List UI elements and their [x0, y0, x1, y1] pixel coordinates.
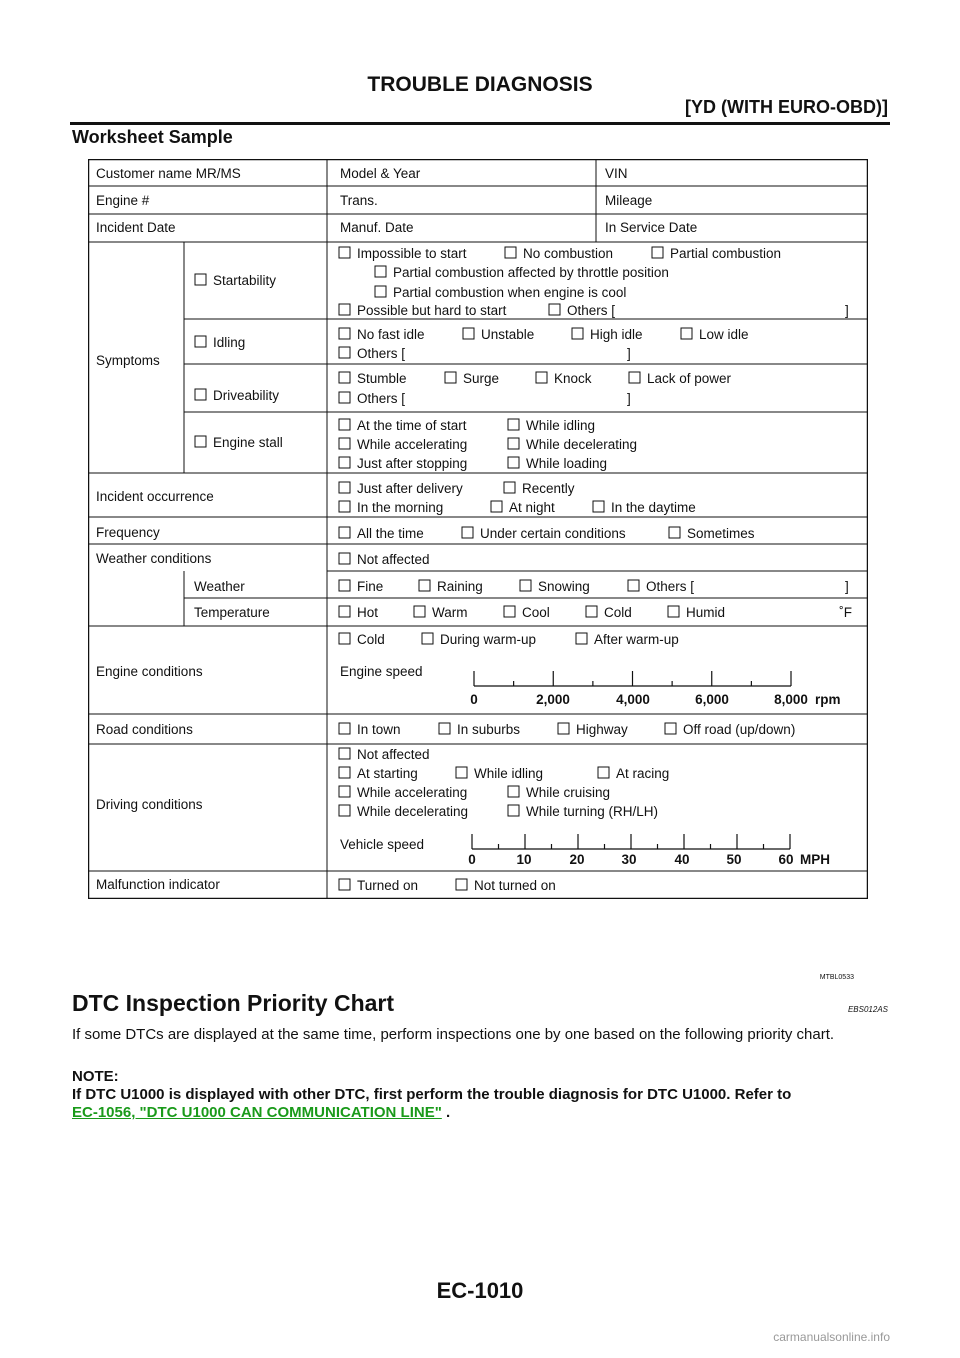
vehicle-speed-label: Vehicle speed: [340, 837, 425, 852]
section-subtitle: [YD (WITH EURO-OBD)]: [685, 97, 888, 117]
checkbox[interactable]: [628, 580, 639, 591]
option-label: While loading: [526, 456, 608, 471]
checkbox[interactable]: [339, 304, 350, 315]
option-label: While accelerating: [357, 785, 468, 800]
mph-tick-label: 0: [468, 852, 476, 867]
startability-checkbox[interactable]: [195, 274, 206, 285]
checkbox[interactable]: [668, 606, 679, 617]
checkbox[interactable]: [339, 501, 350, 512]
option-label: During warm-up: [440, 632, 537, 647]
option-label: Humid: [686, 605, 726, 620]
option-label: While decelerating: [357, 804, 469, 819]
option-label: Recently: [522, 481, 575, 496]
checkbox[interactable]: [339, 723, 350, 734]
checkbox[interactable]: [339, 606, 350, 617]
startability-label: Startability: [213, 273, 277, 288]
checkbox[interactable]: [508, 786, 519, 797]
checkbox[interactable]: [576, 633, 587, 644]
option-label: High idle: [590, 327, 643, 342]
option-label: At the time of start: [357, 418, 467, 433]
frequency-label: Frequency: [96, 525, 160, 540]
option-label: Under certain conditions: [480, 526, 626, 541]
mph-tick-label: 60: [778, 852, 794, 867]
option-label: Not affected: [357, 747, 430, 762]
engine-stall-checkbox[interactable]: [195, 436, 206, 447]
rpm-scale: [470, 671, 840, 707]
option-label: At racing: [616, 766, 670, 781]
checkbox[interactable]: [422, 633, 433, 644]
checkbox[interactable]: [339, 482, 350, 493]
checkbox[interactable]: [439, 723, 450, 734]
option-label: Low idle: [699, 327, 749, 342]
option-label: Turned on: [357, 878, 419, 893]
option-label: Cold: [357, 632, 385, 647]
checkbox[interactable]: [669, 527, 680, 538]
rpm-tick-label: 4,000: [616, 692, 650, 707]
option-label: After warm-up: [594, 632, 679, 647]
option-label: Highway: [576, 722, 628, 737]
mph-tick-label: 10: [516, 852, 532, 867]
header-rule: [70, 122, 890, 125]
option-label: Raining: [437, 579, 483, 594]
checkbox[interactable]: [508, 419, 519, 430]
mph-tick-label: 20: [569, 852, 585, 867]
note-label: NOTE:: [72, 1068, 119, 1085]
option-label: Not turned on: [474, 878, 556, 893]
symptoms-label: Symptoms: [96, 353, 160, 368]
checkbox[interactable]: [339, 580, 350, 591]
checkbox[interactable]: [414, 606, 425, 617]
option-label: Hot: [357, 605, 379, 620]
option-label: Others [: [357, 391, 406, 406]
checkbox[interactable]: [572, 328, 583, 339]
checkbox[interactable]: [339, 767, 350, 778]
option-label: Sometimes: [687, 526, 755, 541]
option-label: Stumble: [357, 371, 407, 386]
section-heading: DTC Inspection Priority Chart: [72, 990, 395, 1016]
rpm-tick-label: 0: [470, 692, 478, 707]
note-end: .: [441, 1104, 451, 1121]
option-label: Just after delivery: [357, 481, 463, 496]
customer-name-label: Customer name MR/MS: [96, 166, 241, 181]
worksheet-form: [88, 159, 868, 899]
option-label: While idling: [526, 418, 596, 433]
malfunction-indicator-label: Malfunction indicator: [96, 877, 220, 892]
option-label: Lack of power: [647, 371, 732, 386]
incident-occurrence-label: Incident occurrence: [96, 489, 214, 504]
option-label: While turning (RH/LH): [526, 804, 659, 819]
driveability-label: Driveability: [213, 388, 280, 403]
option-label: All the time: [357, 526, 424, 541]
temperature-unit: ˚F: [839, 605, 852, 620]
checkbox[interactable]: [456, 767, 467, 778]
mileage-label: Mileage: [605, 193, 653, 208]
checkbox[interactable]: [339, 328, 350, 339]
mph-tick-label: 30: [621, 852, 637, 867]
rpm-unit: rpm: [815, 692, 841, 707]
checkbox[interactable]: [508, 805, 519, 816]
checkbox[interactable]: [652, 247, 663, 258]
option-label: Unstable: [481, 327, 535, 342]
checkbox[interactable]: [463, 328, 474, 339]
section-code: EBS012AS: [847, 1005, 888, 1014]
checkbox[interactable]: [505, 247, 516, 258]
option-label: While decelerating: [526, 437, 638, 452]
option-label: Off road (up/down): [683, 722, 796, 737]
option-label: Partial combustion affected by throttle position: [393, 265, 669, 280]
mph-tick-label: 40: [674, 852, 690, 867]
engine-stall-label: Engine stall: [213, 435, 283, 450]
option-label: Just after stopping: [357, 456, 468, 471]
rpm-tick-label: 8,000: [774, 692, 808, 707]
incident-date-label: Incident Date: [96, 220, 176, 235]
checkbox[interactable]: [339, 527, 350, 538]
option-label: Others [: [567, 303, 616, 318]
checkbox[interactable]: [339, 553, 350, 564]
weather-conditions-label: Weather conditions: [96, 551, 212, 566]
engine-conditions-label: Engine conditions: [96, 664, 203, 679]
temperature-label: Temperature: [194, 605, 270, 620]
trans-label: Trans.: [340, 193, 378, 208]
checkbox[interactable]: [549, 304, 560, 315]
driving-conditions-label: Driving conditions: [96, 797, 203, 812]
checkbox[interactable]: [504, 482, 515, 493]
checkbox[interactable]: [598, 767, 609, 778]
checkbox[interactable]: [665, 723, 676, 734]
checkbox[interactable]: [339, 247, 350, 258]
option-label: At night: [509, 500, 555, 515]
checkbox[interactable]: [445, 372, 456, 383]
checkbox[interactable]: [339, 419, 350, 430]
driveability-checkbox[interactable]: [195, 389, 206, 400]
body-paragraph: If some DTCs are displayed at the same time, perform inspections one by one based on the following priority chart.: [72, 1026, 835, 1043]
watermark: carmanualsonline.info: [773, 1330, 890, 1344]
idling-label: Idling: [213, 335, 246, 350]
option-label: Not affected: [357, 552, 430, 567]
checkbox[interactable]: [339, 438, 350, 449]
option-label: Warm: [432, 605, 468, 620]
option-label: While idling: [474, 766, 544, 781]
checkbox[interactable]: [593, 501, 604, 512]
close-bracket: ]: [845, 579, 849, 594]
idling-checkbox[interactable]: [195, 336, 206, 347]
option-label: Snowing: [538, 579, 590, 594]
manuf-date-label: Manuf. Date: [340, 220, 414, 235]
option-label: Impossible to start: [357, 246, 467, 261]
option-label: Partial combustion when engine is cool: [393, 285, 627, 300]
close-bracket: ]: [627, 346, 631, 361]
option-label: Cold: [604, 605, 632, 620]
engine-speed-label: Engine speed: [340, 664, 423, 679]
note-body: [72, 1086, 890, 1122]
checkbox[interactable]: [375, 286, 386, 297]
option-label: At starting: [357, 766, 418, 781]
checkbox[interactable]: [520, 580, 531, 591]
checkbox[interactable]: [339, 786, 350, 797]
figure-code: MTBL0533: [819, 974, 854, 981]
rpm-tick-label: 2,000: [536, 692, 570, 707]
checkbox[interactable]: [339, 457, 350, 468]
checkbox[interactable]: [586, 606, 597, 617]
weather-label: Weather: [194, 579, 245, 594]
page-number: EC-1010: [436, 1278, 524, 1303]
option-label: Possible but hard to start: [357, 303, 507, 318]
close-bracket: ]: [845, 303, 849, 318]
page-title: TROUBLE DIAGNOSIS: [367, 73, 593, 96]
worksheet-heading: Worksheet Sample: [72, 127, 233, 147]
option-label: Fine: [357, 579, 384, 594]
option-label: No fast idle: [357, 327, 425, 342]
engine-number-label: Engine #: [96, 193, 150, 208]
option-label: While accelerating: [357, 437, 468, 452]
checkbox[interactable]: [536, 372, 547, 383]
checkbox[interactable]: [681, 328, 692, 339]
option-label: No combustion: [523, 246, 614, 261]
option-label: In suburbs: [457, 722, 521, 737]
option-label: In the daytime: [611, 500, 696, 515]
option-label: Knock: [554, 371, 592, 386]
checkbox[interactable]: [508, 457, 519, 468]
option-label: Cool: [522, 605, 550, 620]
option-label: Others [: [357, 346, 406, 361]
checkbox[interactable]: [339, 879, 350, 890]
option-label: In the morning: [357, 500, 444, 515]
checkbox[interactable]: [339, 633, 350, 644]
in-service-date-label: In Service Date: [605, 220, 698, 235]
checkbox[interactable]: [375, 266, 386, 277]
checkbox[interactable]: [462, 527, 473, 538]
checkbox[interactable]: [339, 392, 350, 403]
mph-tick-label: 50: [726, 852, 742, 867]
option-label: In town: [357, 722, 401, 737]
option-label: Partial combustion: [670, 246, 782, 261]
mph-scale: [468, 834, 830, 867]
checkbox[interactable]: [419, 580, 430, 591]
rpm-tick-label: 6,000: [695, 692, 729, 707]
checkbox[interactable]: [558, 723, 569, 734]
close-bracket: ]: [627, 391, 631, 406]
option-label: Others [: [646, 579, 695, 594]
checkbox[interactable]: [504, 606, 515, 617]
road-conditions-label: Road conditions: [96, 722, 193, 737]
checkbox[interactable]: [456, 879, 467, 890]
checkbox[interactable]: [339, 372, 350, 383]
option-label: Surge: [463, 371, 500, 386]
option-label: While cruising: [526, 785, 611, 800]
vin-label: VIN: [605, 166, 628, 181]
checkbox[interactable]: [339, 805, 350, 816]
reference-link[interactable]: EC-1056, "DTC U1000 CAN COMMUNICATION LINE": [72, 1104, 442, 1121]
checkbox[interactable]: [629, 372, 640, 383]
note-text: If DTC U1000 is displayed with other DTC, first perform the trouble diagnosis for DTC U1000. Refer to: [72, 1086, 792, 1103]
mph-unit: MPH: [800, 852, 830, 867]
checkbox[interactable]: [339, 748, 350, 759]
checkbox[interactable]: [339, 347, 350, 358]
checkbox[interactable]: [491, 501, 502, 512]
model-year-label: Model & Year: [340, 166, 421, 181]
checkbox[interactable]: [508, 438, 519, 449]
